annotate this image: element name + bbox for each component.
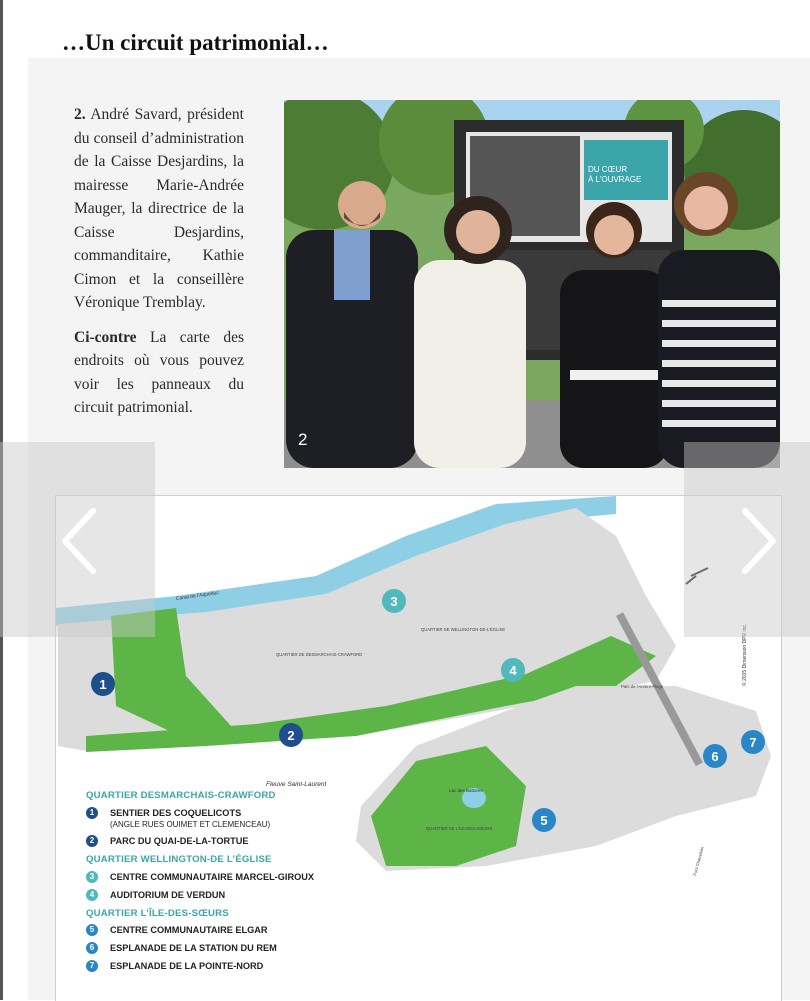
legend-item-4 — [86, 890, 386, 901]
marker-3-label: 3 — [390, 594, 398, 609]
legend-sub-1: (ANGLE RUES OUIMET ET CLEMENCEAU) — [110, 819, 271, 829]
marker-5-label: 5 — [540, 813, 548, 828]
map-district2-label: QUARTIER DE WELLINGTON-DE-L’ÉGLISE — [421, 627, 506, 632]
chevron-right-icon — [733, 505, 783, 577]
caption-text: André Savard, président du conseil d’administration de la Caisse Desjardins, la mairesse Marie-Andrée Mauger, la directrice de la Caisse Desjardins, commanditaire, Kathie Cimon et la conseillère Véronique Tremblay. — [74, 106, 244, 311]
map-legend — [86, 783, 386, 979]
sign-title-2: À L’OUVRAGE — [588, 175, 642, 184]
map-river-label: Fleuve Saint-Laurent — [266, 781, 327, 788]
caption-number: 2. — [74, 106, 86, 123]
marker-2-label: 2 — [287, 728, 295, 743]
legend-label-5: CENTRE COMMUNAUTAIRE ELGAR — [110, 925, 268, 936]
map-marker-5[interactable] — [532, 808, 556, 832]
legend-marker-7: 7 — [86, 960, 98, 972]
map-marker-7[interactable] — [741, 730, 765, 754]
section-title: …Un circuit patrimonial… — [62, 30, 329, 55]
previous-slide-button[interactable] — [55, 505, 105, 577]
next-slide-button[interactable] — [733, 505, 783, 577]
legend-item-1 — [86, 808, 386, 830]
map-marker-3[interactable] — [382, 589, 406, 613]
photo-number: 2 — [298, 430, 308, 449]
map-park-label: Parc de l’Arrière-Plage — [621, 684, 664, 689]
legend-label-2: PARC DU QUAI-DE-LA-TORTUE — [110, 836, 249, 847]
marker-1-label: 1 — [99, 677, 107, 692]
legend-quartier-2: QUARTIER WELLINGTON-DE L’ÉGLISE — [86, 854, 272, 866]
photo-caption — [74, 103, 244, 431]
marker-6-label: 6 — [711, 749, 719, 764]
legend-label-1-text: SENTIER DES COQUELICOTS — [110, 807, 242, 818]
photo-illustration — [284, 100, 780, 468]
caption-paragraph-1 — [74, 103, 244, 315]
legend-item-6 — [86, 943, 386, 954]
legend-marker-6: 6 — [86, 942, 98, 954]
map-marker-1[interactable] — [91, 672, 115, 696]
marker-7-label: 7 — [749, 735, 757, 750]
legend-marker-4: 4 — [86, 889, 98, 901]
legend-item-2 — [86, 836, 386, 847]
map-bridge-label: Pont Champlain — [692, 846, 705, 877]
legend-label-1 — [110, 808, 270, 830]
group-photo — [284, 100, 780, 468]
legend-label-3: CENTRE COMMUNAUTAIRE MARCEL-GIROUX — [110, 871, 314, 882]
map-canal-label: Canal de l’Aqueduc — [175, 590, 220, 602]
caption-lead: Ci-contre — [74, 328, 137, 346]
map-marker-2[interactable] — [279, 723, 303, 747]
legend-marker-5: 5 — [86, 924, 98, 936]
map-marker-6[interactable] — [703, 744, 727, 768]
island-park — [371, 746, 526, 866]
map-district3-label: QUARTIER DE L’ÎLE-DES-SŒURS — [426, 826, 493, 831]
legend-marker-2: 2 — [86, 835, 98, 847]
chevron-left-icon — [55, 505, 105, 577]
legend-marker-1: 1 — [86, 807, 98, 819]
map-district1-label: QUARTIER DE DESMARCHAIS-CRAWFORD — [276, 652, 363, 657]
marker-4-label: 4 — [509, 663, 517, 678]
legend-item-7 — [86, 961, 386, 972]
map-lake-label: Lac des Battures — [449, 788, 483, 793]
legend-label-7: ESPLANADE DE LA POINTE-NORD — [110, 961, 264, 972]
sign-title-1: DU CŒUR — [588, 165, 628, 174]
legend-item-3 — [86, 872, 386, 883]
caption-map-text: La carte des endroits où vous pouvez voir les panneaux du circuit patrimonial. — [74, 328, 244, 416]
caption-paragraph-2 — [74, 326, 244, 420]
legend-quartier-3: QUARTIER L’ÎLE-DES-SŒURS — [86, 907, 229, 919]
legend-item-5 — [86, 925, 386, 936]
map-copyright: © 2015 Dimension DPR inc. — [742, 623, 748, 686]
legend-marker-3: 3 — [86, 871, 98, 883]
legend-label-4: AUDITORIUM DE VERDUN — [110, 889, 226, 900]
map-marker-4[interactable] — [501, 658, 525, 682]
legend-quartier-1: QUARTIER DESMARCHAIS-CRAWFORD — [86, 790, 276, 801]
legend-label-6: ESPLANADE DE LA STATION DU REM — [110, 943, 277, 954]
